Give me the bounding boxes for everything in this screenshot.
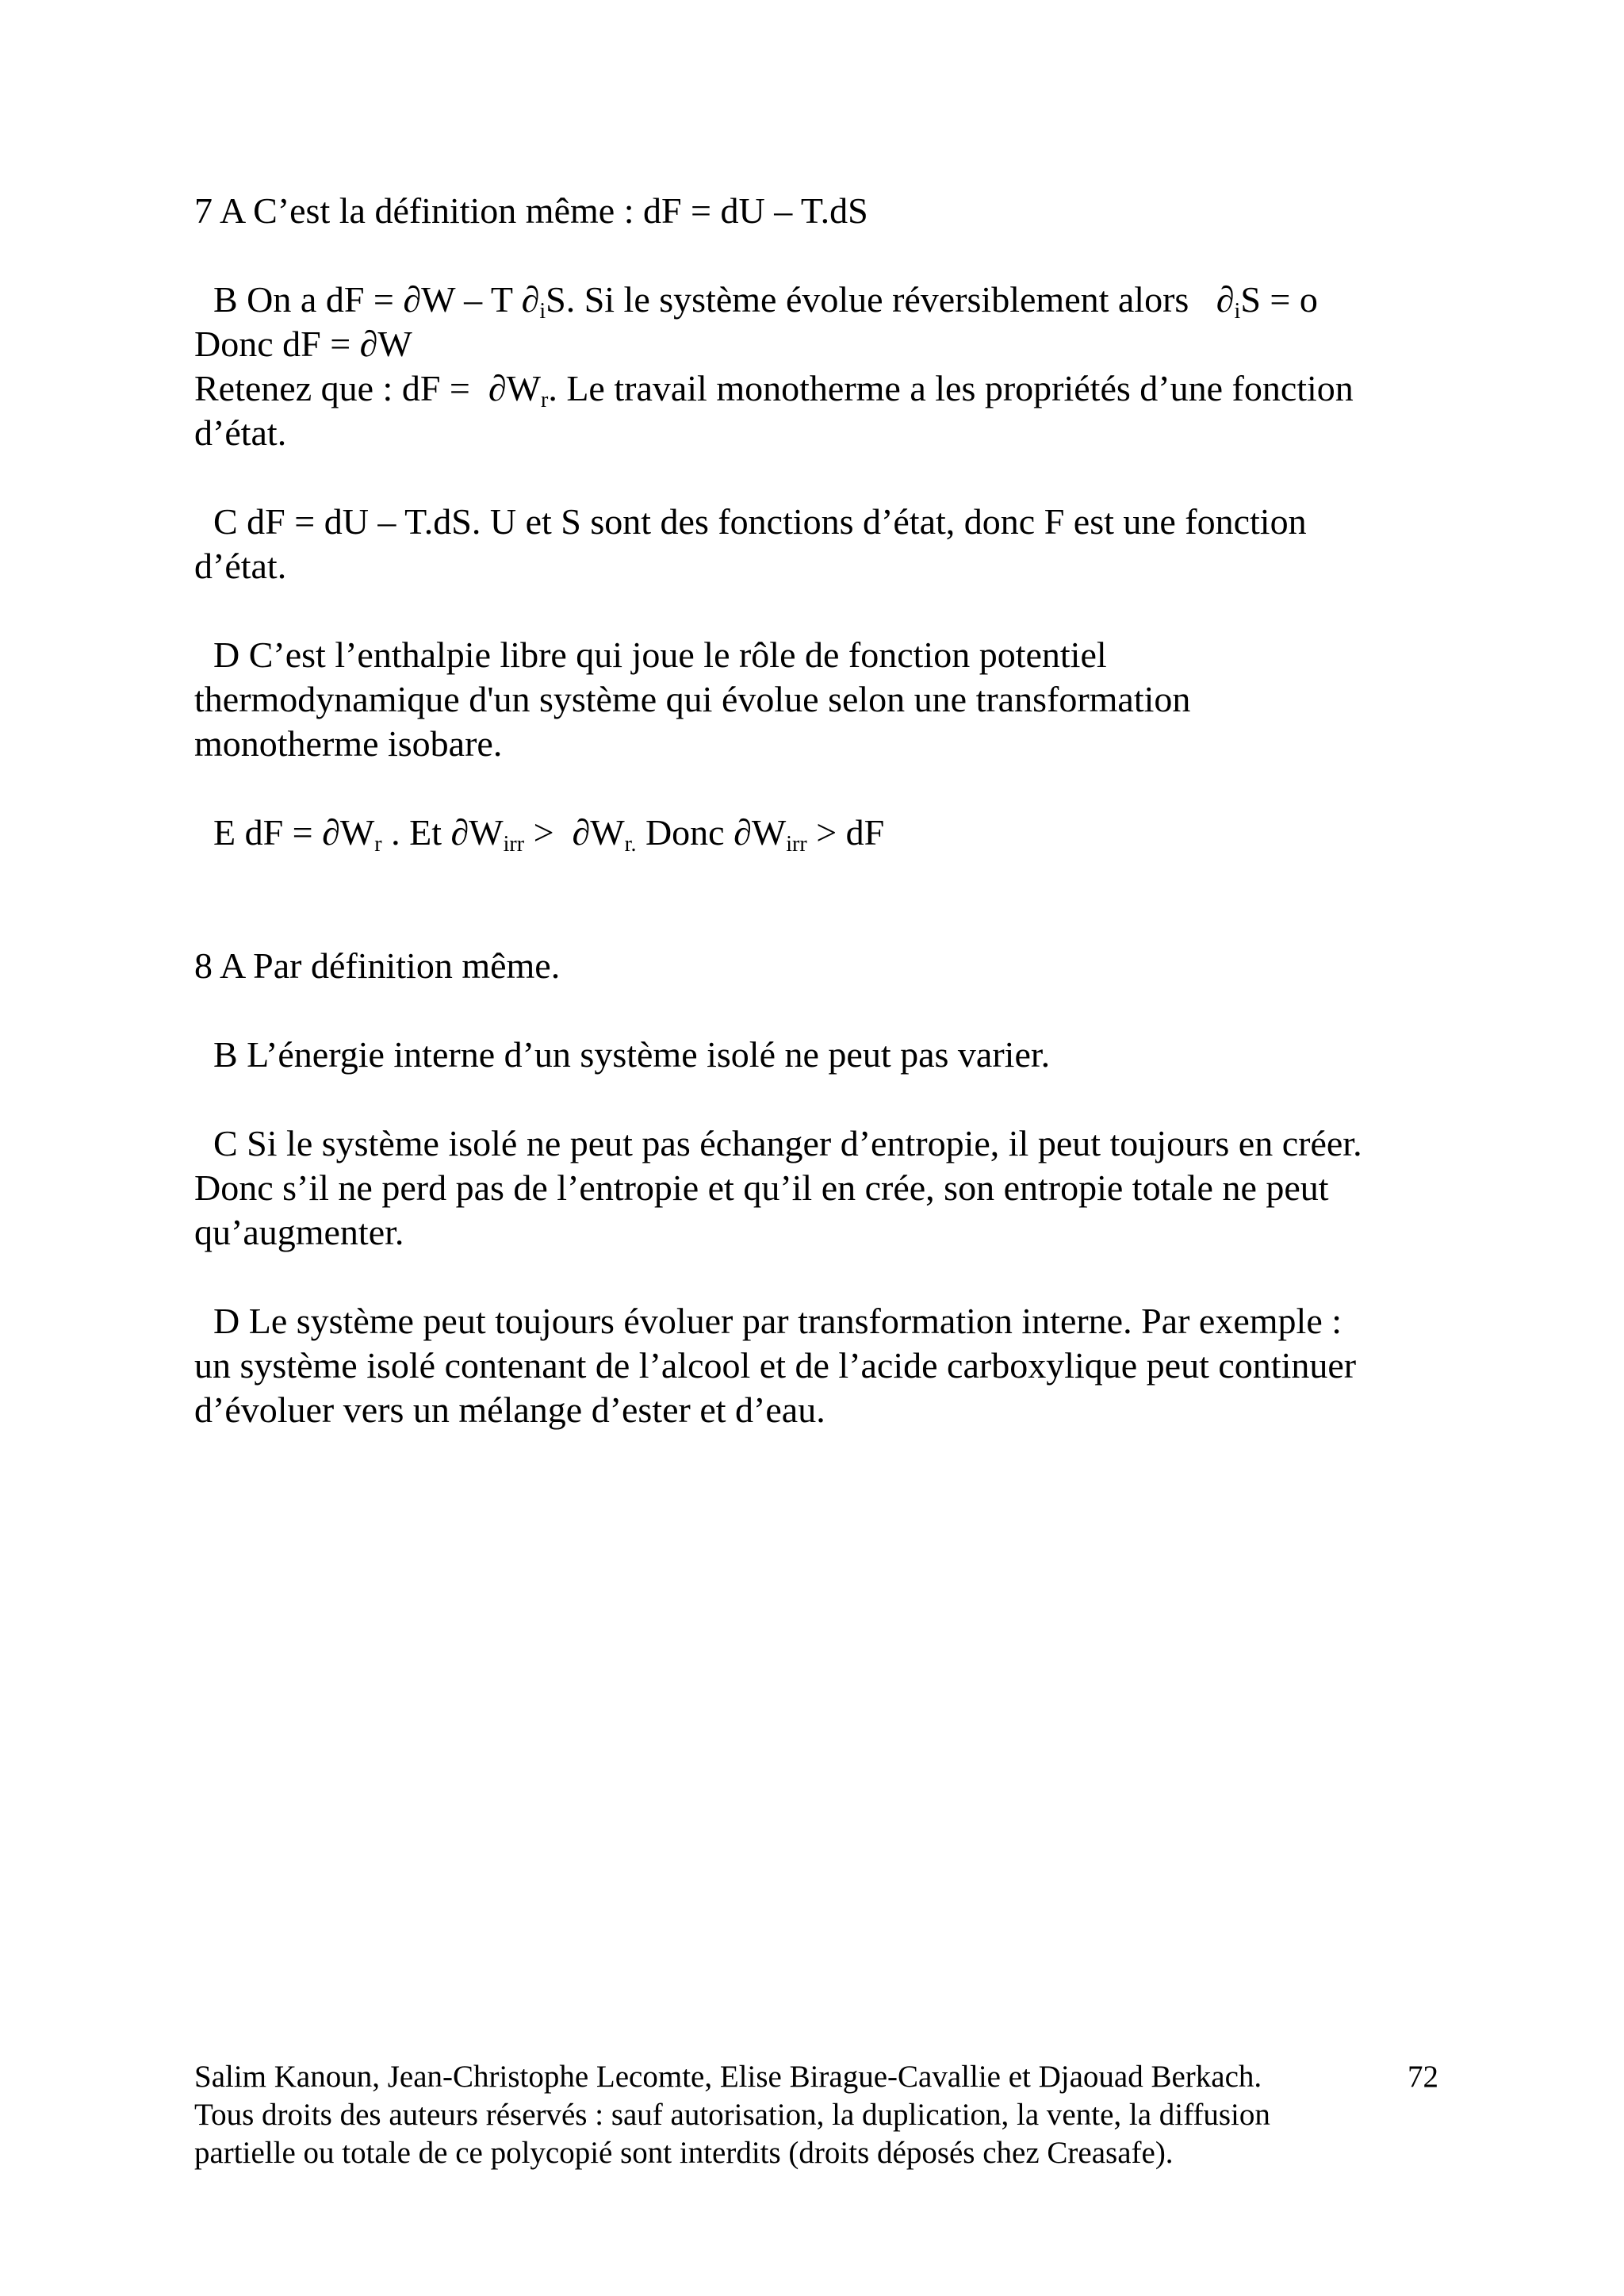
footer-authors: Salim Kanoun, Jean-Christophe Lecomte, Elise Birague-Cavallie et Djaouad Berkach. xyxy=(194,2060,1262,2094)
answer-key-body xyxy=(194,189,1495,1432)
answer-8b-line-1: B L’énergie interne d’un système isolé ne peut pas varier. xyxy=(213,1034,1051,1075)
answer-8c-line-1: C Si le système isolé ne peut pas échanger d’entropie, il peut toujours en créer. xyxy=(213,1123,1362,1163)
footer-copyright-line-1: Tous droits des auteurs réservés : sauf autorisation, la duplication, la vente, la diffusion xyxy=(194,2098,1270,2132)
page-footer xyxy=(194,2058,1447,2172)
answer-7a xyxy=(194,189,1495,233)
answer-8d-line-1: D Le système peut toujours évoluer par transformation interne. Par exemple : xyxy=(213,1301,1342,1341)
answer-7d-line-1: D C’est l’enthalpie libre qui joue le rôle de fonction potentiel xyxy=(213,634,1107,675)
answer-7a-line-1: 7 A C’est la définition même : dF = dU – T.dS xyxy=(194,190,868,231)
page-number: 72 xyxy=(1408,2060,1438,2094)
answer-7b-line-1: B On a dF = ∂W – T $\partial_iS$. Si le système évolue réversiblement alors $\partial_iS = o$ xyxy=(213,279,1318,324)
answer-8d-line-2: un système isolé contenant de l’alcool et de l’acide carboxylique peut continuer xyxy=(194,1345,1357,1386)
answer-7c-line-2: d’état. xyxy=(194,546,287,586)
answer-7b xyxy=(194,278,1495,322)
answer-7e-line-1: E dF = $\partial W_r$ . Et $\partial W_{irr} > \partial W_{r.}$ Donc $\partial W_{irr}$ > dF xyxy=(213,812,885,857)
answer-7b-line-3: Retenez que : dF = $\partial W_r$. Le travail monotherme a les propriétés d’une fonction xyxy=(194,368,1354,412)
answer-8a-line-1: 8 A Par définition même. xyxy=(194,945,561,986)
answer-7d-line-3: monotherme isobare. xyxy=(194,723,503,764)
answer-8c-line-3: qu’augmenter. xyxy=(194,1212,404,1252)
answer-7d-line-2: thermodynamique d'un système qui évolue selon une transformation xyxy=(194,679,1191,719)
answer-7b-line-4: d’état. xyxy=(194,412,287,453)
footer-copyright-line-2: partielle ou totale de ce polycopié sont interdits (droits déposés chez Creasafe). xyxy=(194,2136,1174,2170)
answer-7b-line-2: Donc dF = ∂W xyxy=(194,324,412,364)
answer-8d-line-3: d’évoluer vers un mélange d’ester et d’eau. xyxy=(194,1389,825,1430)
answer-7c-line-1: C dF = dU – T.dS. U et S sont des fonctions d’état, donc F est une fonction xyxy=(213,501,1307,542)
answer-8c-line-2: Donc s’il ne perd pas de l’entropie et qu’il en crée, son entropie totale ne peut xyxy=(194,1167,1329,1208)
